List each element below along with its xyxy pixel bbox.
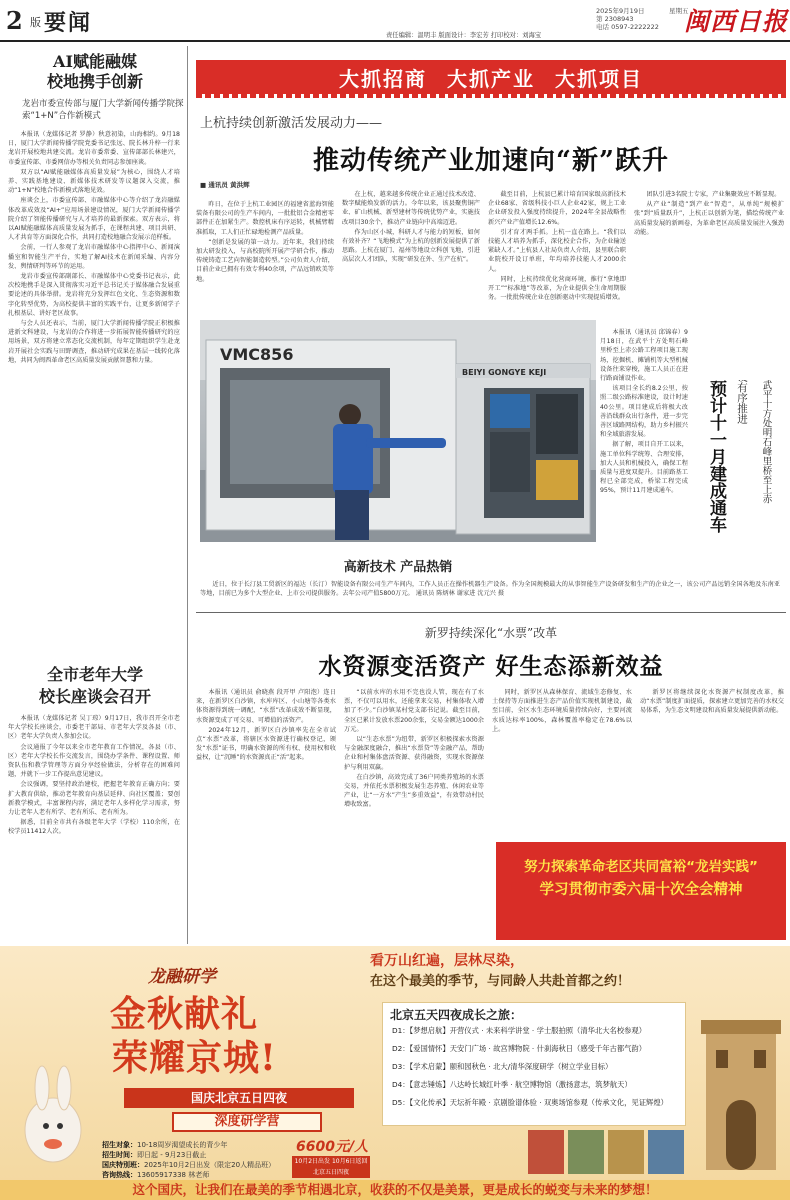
article-2-headline: 水资源变活资产 好生态添新效益 — [318, 653, 664, 680]
ad-info-label: 国庆特別班： — [102, 1161, 144, 1169]
article-2-column — [640, 688, 784, 838]
paragraph: 昨日，在位于上杭工业园区的福建省蓝海智能装备有限公司的生产车间内，一批批铝合金精密零部件正在加紧生产。数控机床有序运转，机械臂精准抓取，工人们正忙碌地检测产品质量。 — [196, 201, 334, 236]
paragraph: 座谈会上，市委宣传部、市融媒体中心等介绍了龙岩融媒体改革成效及“AI+”应用场景建设情况，厦门大学新闻传播学院介绍了智能传播研究与人才培养的最新探索。双方表示，将以AI赋能融媒体高质量发展为抓手，在课程共建、项目共研、人才共育等方面深化合作，共同打造校地融合发展示范样板。 — [8, 197, 180, 242]
headline-line-2: 校长座谈会召开 — [38, 687, 151, 706]
cnc-machine-illustration — [200, 320, 596, 542]
photo-caption: 高新技术 产品热销 — [343, 560, 453, 575]
ad-info-label: 招生对象： — [102, 1141, 137, 1149]
paragraph: 与会人员还表示，当前，厦门大学新闻传播学院正积极推进新文科建设，与龙岩的合作将进一步拓展智能传播研究的应用场景，双方将建立常态化交流机制，每年定期组织学生赴龙岩开展社会实践与田野调查，推动研究成果在基层一线转化落地，共同为闽西革命老区高质量发展贡献智慧和力量。 — [8, 320, 180, 364]
left-article-2-body — [8, 714, 180, 940]
ad-info-label: 咨询热线： — [102, 1171, 137, 1179]
headline-line-2: 校地携手创新 — [46, 72, 143, 91]
banner-item: 大抓招商 — [339, 66, 427, 91]
article-1-column — [634, 190, 784, 316]
headline-line-1: AI赋能融媒 — [53, 52, 137, 71]
page-number: 2 — [6, 6, 23, 35]
ad-price: 6600元/人 — [296, 1139, 369, 1155]
paragraph: 在上杭，越来越多传统企业正通过技术改造、数字赋能焕发新的活力。今年以来，该县聚焦铜产业、矿山机械、新型建材等传统优势产业，实施技改项目30余个，推动产业链向中高端迈进。 — [342, 191, 480, 226]
ad-bottom-slogan: 这个国庆，让我们在最美的季节相遇北京，收获的不仅是美景，更是成长的蜕变与未来的梦想！ — [0, 1180, 790, 1200]
paragraph: 2024年12月，新罗区白沙镇率先在全市试点“水票”改革，将辖区水资源进行确权登记，颁发“水票”证书，明确水资源的所有权、使用权和收益权，让“沉睡”的水资源真正“活”起来。 — [196, 726, 336, 762]
great-wall-illustration — [696, 990, 786, 1170]
slogan-line-2: 学习贯彻市委六届十次全会精神 — [539, 882, 743, 898]
left-article-1-headline — [10, 52, 180, 92]
left-article-1-subtitle: 龙岩市委宣传部与厦门大学新闻传播学院探索“1+N”合作新模式 — [22, 99, 184, 121]
ad-info-label: 招生时间： — [102, 1151, 137, 1159]
article-2-column — [196, 688, 336, 940]
page-suffix: 版 — [30, 16, 41, 29]
article-2-column — [492, 688, 632, 838]
itinerary-day: D1：【梦想启航】开营仪式 · 未来科学讲堂 · 学士服拍照（清华北大名校参观） — [392, 1026, 647, 1035]
ad-price-note: 10月2日出发 10月6日返回 北京五日四夜 — [292, 1156, 370, 1178]
paragraph: 本报讯（龙媒体记者 吴丁琼）9月17日，我市召开全市老年大学校长座谈会，市委老干部局、市老年大学及各县（市、区）老年大学负责人参加会议。 — [8, 715, 180, 741]
editors-line: 责任编辑：温明丰 版面设计：李宏芳 打印校对：刘海宝 — [386, 32, 542, 39]
paragraph: 近日，位于长汀县工贸新区的福达（长汀）智能设备有限公司生产车间内，工作人员正在操作机器生产设备。作为全国规模最大的从事智能生产设备研发和生产的企业之一，该公司产品远销全国各地及东南亚等地，目前已为多个大型企业、上市公司提供服务。去年公司产值5800万元。 通讯员 陈炳林 谢家进 沈元兴 摄 — [200, 581, 780, 598]
tower-icon — [696, 990, 786, 1170]
road-story-body — [600, 328, 688, 574]
ad-info-row — [102, 1160, 275, 1170]
road-headline-1: 公路建设有序推进 — [736, 380, 748, 424]
paragraph: 龙岩市委宣传部副部长、市融媒体中心党委书记表示，此次校地携手是深入贯彻落实习近平总书记关于媒体融合发展重要论述的具体举措。龙岩将充分发挥红色文化、生态资源和数字化转型优势，为高校提供丰富的实践平台，让更多新闻学子扎根基层、讲好老区故事。 — [8, 273, 180, 317]
machine-model-label: VMC856 — [220, 345, 294, 364]
paragraph: 据了解，项目自开工以来，施工单位科学统筹、合理安排，加大人员和机械投入，确保工程质量与进度双提升。目前路基工程已全部完成，桥梁工程完成95%，预计11月建成通车。 — [600, 441, 688, 495]
article-2-column — [344, 688, 484, 940]
vertical-headline — [694, 380, 782, 590]
banner-stripes — [196, 94, 786, 98]
itinerary-day: D4：【意志锤炼】八达岭长城红叶季 · 航空博物馆（激扬意志，筑梦航天） — [392, 1080, 632, 1089]
paragraph: 截至目前，上杭县已累计培育国家级高新技术企业68家、省级科技小巨人企业42家，规上工业企业研发投入强度持续提升，2024年全县战略性新兴产业产值增长12.6%。 — [488, 191, 626, 226]
paragraph: 会前，一行人参观了龙岩市融媒体中心指挥中心、新闻演播室和智能生产平台，实地了解AI技术在新闻采编、内容分发、舆情研判等环节的运用。 — [8, 244, 180, 270]
left-article-1-body — [8, 130, 180, 662]
photo-description — [200, 580, 780, 610]
ad-headline-2: 荣耀京城! — [112, 1037, 277, 1079]
issue-phone: 电话 0597-2222222 — [596, 23, 659, 31]
itinerary-title: 北京五天四夜成长之旅： — [390, 1008, 523, 1022]
paragraph: 以“生态水票”为纽带，新罗区积极探索水资源与金融深度融合，推出“水票贷”等金融产品，帮助企业和村集体盘活资源、获得融资，实现水资源保护与利用双赢。 — [344, 736, 484, 771]
ad-tagline-2: 在这个最美的季节，与同龄人共赴首都之约！ — [370, 974, 631, 989]
paragraph: 新罗区将继续深化水资源产权制度改革，推动“水票”制度扩面提质，探索建立更加完善的水权交易体系，为生态文明建设和高质量发展提供新动能。 — [640, 689, 784, 715]
paragraph: 据悉，目前全市共有各级老年大学（学校）110余所，在校学员11412人次。 — [8, 819, 180, 836]
article-separator — [196, 612, 786, 613]
ad-info-row — [102, 1170, 275, 1180]
paragraph: 双方以“AI赋能融媒体高质量发展”为核心，围绕人才培养、实践基地建设、新媒体技术研发等议题深入交流，推动“1+N”校地合作新模式落地见效。 — [8, 168, 180, 195]
banner-item: 大抓项目 — [555, 66, 643, 91]
ad-ribbon: 国庆北京五日四夜 — [124, 1088, 354, 1108]
ad-brand: 龙融研学 — [148, 967, 216, 987]
road-headline-2: 预计十一月建成通车 — [706, 380, 726, 533]
issue-number: 第 2308943 — [596, 15, 634, 23]
paragraph: 在白沙镇，高效完成了36户同类养殖场的水票交易，并依托水票积极发展生态养殖、休闲农业等产业，让“一方水”产生“多重效益”，有效带动村民增收致富。 — [344, 773, 484, 809]
article-1-kicker: 上杭持续创新激活发展动力—— — [200, 116, 383, 131]
mascot-illustration — [8, 1060, 98, 1170]
itinerary-day: D2：【爱国情怀】天安门广场 · 故宫博物院 · 什刹海秋日（感受千年古都气韵） — [392, 1044, 647, 1053]
paragraph: “以前水库的水用不完也没人管，现在有了水票，不仅可以用水，还能拿来交易，村集体收入增加了不少。”白沙镇某村党支部书记说。截至目前，全区已累计发放水票200余张，交易金额达1000余万元。 — [344, 689, 484, 733]
paragraph: 该项目全长约8.2公里，按照二级公路标准建设，设计时速40公里。项目建成后将极大改善沿线群众出行条件，进一步完善区域路网结构，助力乡村振兴和全域旅游发展。 — [600, 385, 688, 439]
road-story-headline — [694, 380, 782, 590]
paragraph: 同时，新罗区从森林保育、流域生态修复、水土保持等方面推进生态产品价值实现机制建设，截至目前，全区水生态环境质量持续向好，主要河流水质达标率100%，森林覆盖率稳定在78.6%以上。 — [492, 689, 632, 733]
ad-tagline-1: 看万山红遍，层林尽染， — [370, 953, 524, 969]
paragraph: 同时，上杭持续优化营商环境，推行“拿地即开工”“标准地”等改革，为企业提供全生命周期服务。一批批传统企业在创新驱动中实现提质增效。 — [488, 275, 626, 302]
ad-info-value: 13605917338 林老师 — [137, 1171, 210, 1179]
campaign-banner — [196, 60, 786, 94]
paragraph: 会议通报了今年以来全市老年教育工作情况，各县（市、区）老年大学校长作交流发言，围绕办学条件、课程设置、师资队伍和教学管理等方面分享经验做法，分析存在的困难问题，并就下一步工作提出意见建议。 — [8, 743, 180, 779]
paragraph: 引才育才两手抓。上杭一直在路上。“我们以技能人才培养为抓手，深化校企合作，为企业输送紧缺人才。”上杭县人社局负责人介绍，县里联合职业院校开设订单班，年均培养技能人才2000余人。 — [488, 228, 626, 273]
ad-info-row — [102, 1140, 275, 1150]
ad-camp-label: 深度研学营 — [172, 1112, 322, 1132]
rabbit-mascot-icon — [8, 1060, 98, 1170]
newspaper-logo: 闽西日报 — [684, 7, 789, 36]
paragraph: “创新是发展的第一动力。近年来，我们持续加大研发投入，与高校院所开展产学研合作，推动传统铸造工艺向智能制造转型。”公司负责人介绍，目前企业已拥有有效专利40余项，产品远销欧美等地。 — [196, 238, 334, 283]
article-1-column — [488, 190, 626, 316]
header-rule — [0, 40, 790, 42]
paragraph: 会议强调，要坚持政治建校，把握老年教育正确方向；要扩大教育供给，推动老年教育向基层延伸、向社区覆盖；要创新教学模式，丰富课程内容，满足老年人多样化学习需求，努力让老年人老有所学、老有所乐、老有所为。 — [8, 781, 180, 817]
issue-date: 2025年9月19日 — [596, 7, 645, 15]
article-1-column — [196, 190, 334, 316]
ad-info-value: 即日起 - 9月23日截止 — [137, 1151, 207, 1159]
article-1-column — [342, 190, 480, 316]
paragraph: 从产业“制造”到产业“智造”，从单纯“规模扩张”到“质量跃升”，上杭正以创新为笔，描绘传统产业高质量发展的新画卷，为革命老区高质量发展注入强劲动能。 — [634, 201, 784, 236]
banner-item: 大抓产业 — [447, 66, 535, 91]
article-2-kicker: 新罗持续深化“水票”改革 — [424, 626, 558, 640]
slogan-line-1: 努力探索革命老区共同富裕“龙岩实践” — [524, 859, 758, 875]
ad-photo-strip — [528, 1126, 688, 1178]
issue-weekday: 星期五 — [669, 7, 689, 15]
column-divider — [187, 46, 188, 944]
ad-info — [102, 1140, 275, 1180]
paragraph: 团队引进3名院士专家，产业集聚效应不断显现。 — [646, 191, 781, 198]
section-title: 要闻 — [44, 10, 93, 36]
headline-line-1: 全市老年大学 — [46, 665, 143, 684]
ad-info-value: 10-18周岁渴望成长的青少年 — [137, 1141, 228, 1149]
road-side-headline: 武平十方处明石峰里桥至上赤 — [760, 380, 772, 504]
paragraph: 本报讯（通讯员 邱锦春）9月18日，在武平十方处明石峰里桥至上赤公路工程项目施工现场，挖掘机、摊铺机等大型机械设备往来穿梭，施工人员正在进行路面铺设作业。 — [600, 329, 688, 383]
ad-info-value: 2025年10月2日出发（限定20人精品班） — [144, 1161, 276, 1169]
ad-headline-1: 金秋献礼 — [110, 993, 259, 1035]
left-article-2-headline — [10, 664, 180, 708]
slogan-box — [496, 842, 786, 940]
ad-info-row — [102, 1150, 275, 1160]
machine-maker-label: BEIYI GONGYE KEJI — [462, 368, 547, 377]
paragraph: 本报讯（通讯员 俞晓燕 段开甲 卢阳泡）连日来，在新罗区白沙镇，水库库区、小山塘等各类水体资源得到统一调配，“水票”改革成效不断显现，水资源变成了可交易、可增值的活资产。 — [196, 689, 336, 724]
article-1-headline: 推动传统产业加速向“新”跃升 — [313, 146, 669, 176]
itinerary-day: D3：【学术启蒙】颐和园秋色 · 北大/清华深度研学（树立学业目标） — [392, 1062, 613, 1071]
factory-photo — [200, 320, 596, 542]
paragraph: 本报讯（龙媒体记者 罗静）秋意初染，山海相约。9月18日，厦门大学新闻传播学院党委书记张远、院长林升梓一行来龙岩开展校地共建交流。龙岩市委常委、宣传部部长林建兴，市委宣传部、市委网信办等相关负责同志参加座谈。 — [8, 131, 180, 166]
photo-thumbnails-icon — [528, 1126, 688, 1178]
article-1-byline: ■ 通讯员 黄洪辉 — [200, 181, 250, 189]
itinerary-day: D5：【文化传承】天坛祈年殿 · 京剧脸谱体验 · 双奥场馆参观（传承文化，见证辉煌） — [392, 1098, 668, 1107]
paragraph: 作为山区小城，科研人才与能力的短板，如何有效补齐？“飞地模式”为上杭的创新发展提供了新思路。上杭在厦门、福州等地设立科创飞地，引进高层次人才团队，实现“研发在外、生产在杭”。 — [342, 228, 480, 264]
